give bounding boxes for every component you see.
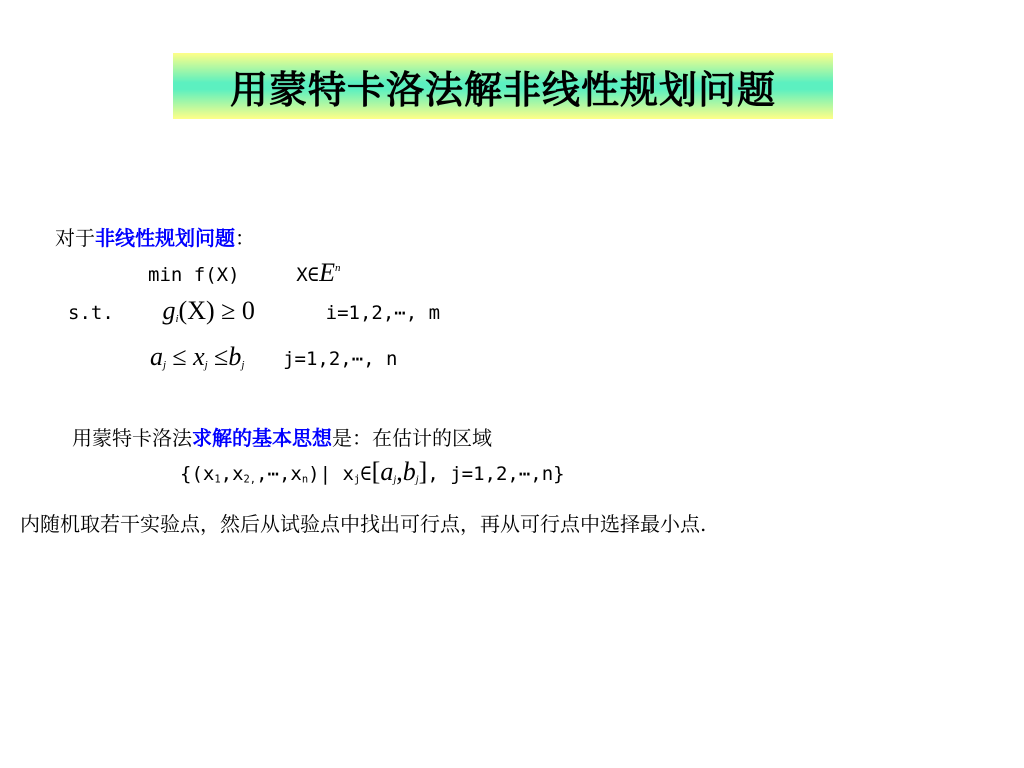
region-bracket-close: ] <box>418 457 428 486</box>
idea-line <box>72 422 492 451</box>
constraint2-b-sub: j <box>241 358 245 371</box>
objective-line <box>148 258 341 288</box>
region-subj: j <box>353 473 361 486</box>
constraint2-le1: ≤ <box>172 342 187 371</box>
idea-highlight: 求解的基本思想 <box>192 426 332 450</box>
conclusion-line: 内随机取若干实验点，然后从试验点中找出可行点，再从可行点中选择最小点. <box>20 512 707 536</box>
region-bracket-open: [ <box>371 457 381 486</box>
constraint1-expr: (X) ≥ 0 <box>178 296 255 325</box>
region-mid: ,⋯,x <box>256 463 302 485</box>
region-sub2: 2, <box>243 473 257 486</box>
constraint2-range: j=1,2,⋯, n <box>283 348 398 370</box>
region-tail: , j=1,2,⋯,n} <box>427 463 565 485</box>
objective-text: min f(X) <box>148 264 240 286</box>
objective-set-prefix: X∈ <box>296 264 320 286</box>
intro-highlight: 非线性规划问题 <box>95 226 235 250</box>
region-comma1: ,x <box>220 463 244 485</box>
region-close: )| x <box>308 463 354 485</box>
constraint1-st: s.t. <box>68 302 114 324</box>
objective-set-exp: n <box>335 262 341 275</box>
objective-set-symbol: E <box>319 258 336 287</box>
constraint2-le2: ≤ <box>214 342 229 371</box>
constraint2-x: x <box>193 342 205 371</box>
title-banner <box>173 53 833 119</box>
constraint1-g-sub: i <box>175 312 179 325</box>
region-in: ∈ <box>360 463 372 485</box>
constraint2-x-sub: j <box>204 358 208 371</box>
intro-suffix: ： <box>235 226 255 250</box>
region-subn: n <box>301 473 309 486</box>
region-b: b <box>402 457 416 486</box>
constraint2-a: a <box>150 342 163 371</box>
region-sub1: 1 <box>214 473 221 486</box>
region-a: a <box>380 457 394 486</box>
region-sep: , <box>396 457 403 486</box>
constraint1-range: i=1,2,⋯, m <box>325 302 441 324</box>
intro-prefix: 对于 <box>55 226 95 250</box>
region-a-sub: j <box>393 474 397 486</box>
constraint1-line <box>68 296 440 326</box>
region-open: {(x <box>180 463 215 485</box>
constraint1-g: g <box>162 296 176 325</box>
idea-suffix: 是：在估计的区域 <box>332 426 492 450</box>
constraint2-b: b <box>228 342 242 371</box>
region-line <box>180 457 565 487</box>
region-b-sub: j <box>415 474 419 486</box>
intro-line <box>55 222 255 251</box>
constraint2-line <box>150 342 397 372</box>
idea-prefix: 用蒙特卡洛法 <box>72 426 192 450</box>
slide-title: 用蒙特卡洛法解非线性规划问题 <box>229 67 776 112</box>
constraint2-a-sub: j <box>163 358 167 371</box>
